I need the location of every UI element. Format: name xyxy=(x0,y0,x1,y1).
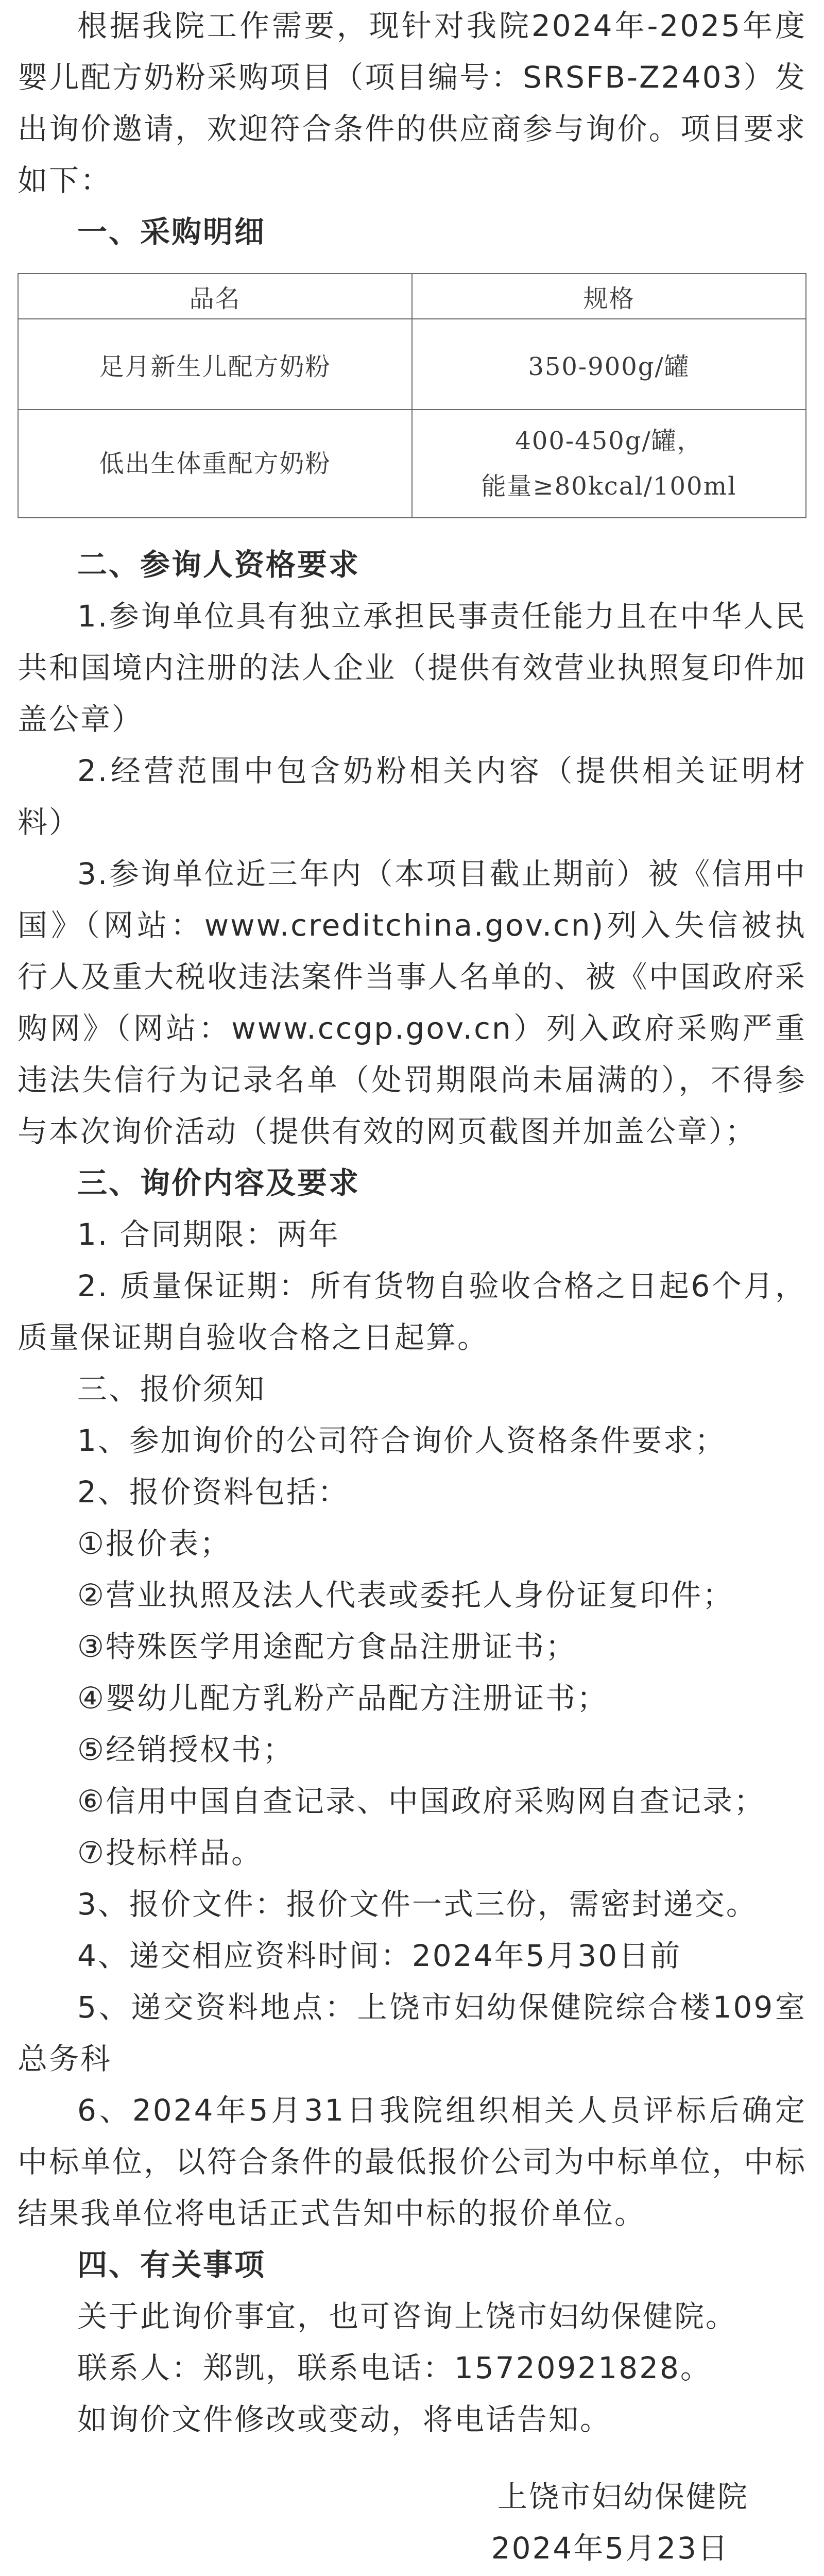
table-cell-spec xyxy=(412,410,806,518)
spec-line: 400-450g/罐， xyxy=(515,427,703,455)
inquiry-item: 1. 合同期限：两年 xyxy=(77,1217,340,1252)
related-item: 关于此询价事宜，也可咨询上饶市妇幼保健院。 xyxy=(77,2299,737,2334)
table-header-row xyxy=(18,274,806,319)
spec-line: 350-900g/罐 xyxy=(528,352,690,381)
qualification-item: 3.参询单位近三年内（本项目截止期前）被《信用中国》（网站：www.creditchina.gov.cn)列入失信被执行人及重大税收违法案件当事人名单的、被《中国政府采购网》（网站：www.ccgp.gov.cn）列入政府采购严重违法失信行为记录名单（处罚期限尚未届满的），不得参与本次询价活动（提供有效的网页截图并加盖公章）； xyxy=(18,856,806,1149)
inquiry-item: 2. 质量保证期：所有货物自验收合格之日起6个月，质量保证期自验收合格之日起算。 xyxy=(18,1268,806,1355)
quotation-item: 3、报价文件：报价文件一式三份，需密封递交。 xyxy=(77,1887,758,1922)
related-item: 联系人：郑凯，联系电话：15720921828。 xyxy=(77,2350,712,2385)
quotation-item: ⑥信用中国自查记录、中国政府采购网自查记录； xyxy=(77,1784,765,1819)
section-heading-related-matters: 四、有关事项 xyxy=(77,2247,266,2282)
quotation-item: ③特殊医学用途配方食品注册证书； xyxy=(77,1629,577,1664)
intro-paragraph: 根据我院工作需要，现针对我院2024年-2025年度婴儿配方奶粉采购项目（项目编号：SRSFB-Z2403）发出询价邀请，欢迎符合条件的供应商参与询价。项目要求如下： xyxy=(18,8,806,198)
section-heading-qualifications: 二、参询人资格要求 xyxy=(77,547,360,582)
section-heading-quotation-notes: 三、报价须知 xyxy=(77,1371,266,1406)
procurement-table-wrapper xyxy=(18,273,806,518)
table-cell-name: 足月新生儿配方奶粉 xyxy=(18,319,412,410)
section-heading-procurement-details: 一、采购明细 xyxy=(77,214,266,249)
table-row xyxy=(18,319,806,410)
qualification-item: 1.参询单位具有独立承担民事责任能力且在中华人民共和国境内注册的法人企业（提供有效营业执照复印件加盖公章） xyxy=(18,599,806,737)
quotation-item: ④婴幼儿配方乳粉产品配方注册证书； xyxy=(77,1681,608,1716)
section-heading-inquiry-content: 三、询价内容及要求 xyxy=(77,1165,360,1200)
qualification-item: 2.经营范围中包含奶粉相关内容（提供相关证明材料） xyxy=(18,753,806,840)
table-header-name: 品名 xyxy=(18,274,412,319)
signature-date: 2024年5月23日 xyxy=(491,2531,729,2566)
spec-line: 能量≥80kcal/100ml xyxy=(481,472,737,501)
quotation-item: 6、2024年5月31日我院组织相关人员评标后确定中标单位，以符合条件的最低报价公司为中标单位，中标结果我单位将电话正式告知中标的报价单位。 xyxy=(18,2093,806,2231)
table-cell-spec xyxy=(412,319,806,410)
quotation-item: 2、报价资料包括： xyxy=(77,1475,349,1510)
related-item: 如询价文件修改或变动，将电话告知。 xyxy=(77,2402,612,2437)
table-cell-name: 低出生体重配方奶粉 xyxy=(18,410,412,518)
quotation-item: ⑤经销授权书； xyxy=(77,1732,294,1767)
quotation-item: 1、参加询价的公司符合询价人资格条件要求； xyxy=(77,1423,726,1458)
quotation-item: 4、递交相应资料时间：2024年5月30日前 xyxy=(77,1938,682,1973)
table-header-spec: 规格 xyxy=(412,274,806,319)
signature-organization: 上饶市妇幼保健院 xyxy=(497,2479,749,2514)
signature-spacer xyxy=(18,2445,806,2471)
quotation-item: ①报价表； xyxy=(77,1526,231,1561)
quotation-item: 5、递交资料地点：上饶市妇幼保健院综合楼109室总务科 xyxy=(18,1990,806,2076)
quotation-item: ②营业执照及法人代表或委托人身份证复印件； xyxy=(77,1578,734,1613)
quotation-item: ⑦投标样品。 xyxy=(77,1835,263,1870)
procurement-table xyxy=(18,273,806,518)
table-row xyxy=(18,410,806,518)
